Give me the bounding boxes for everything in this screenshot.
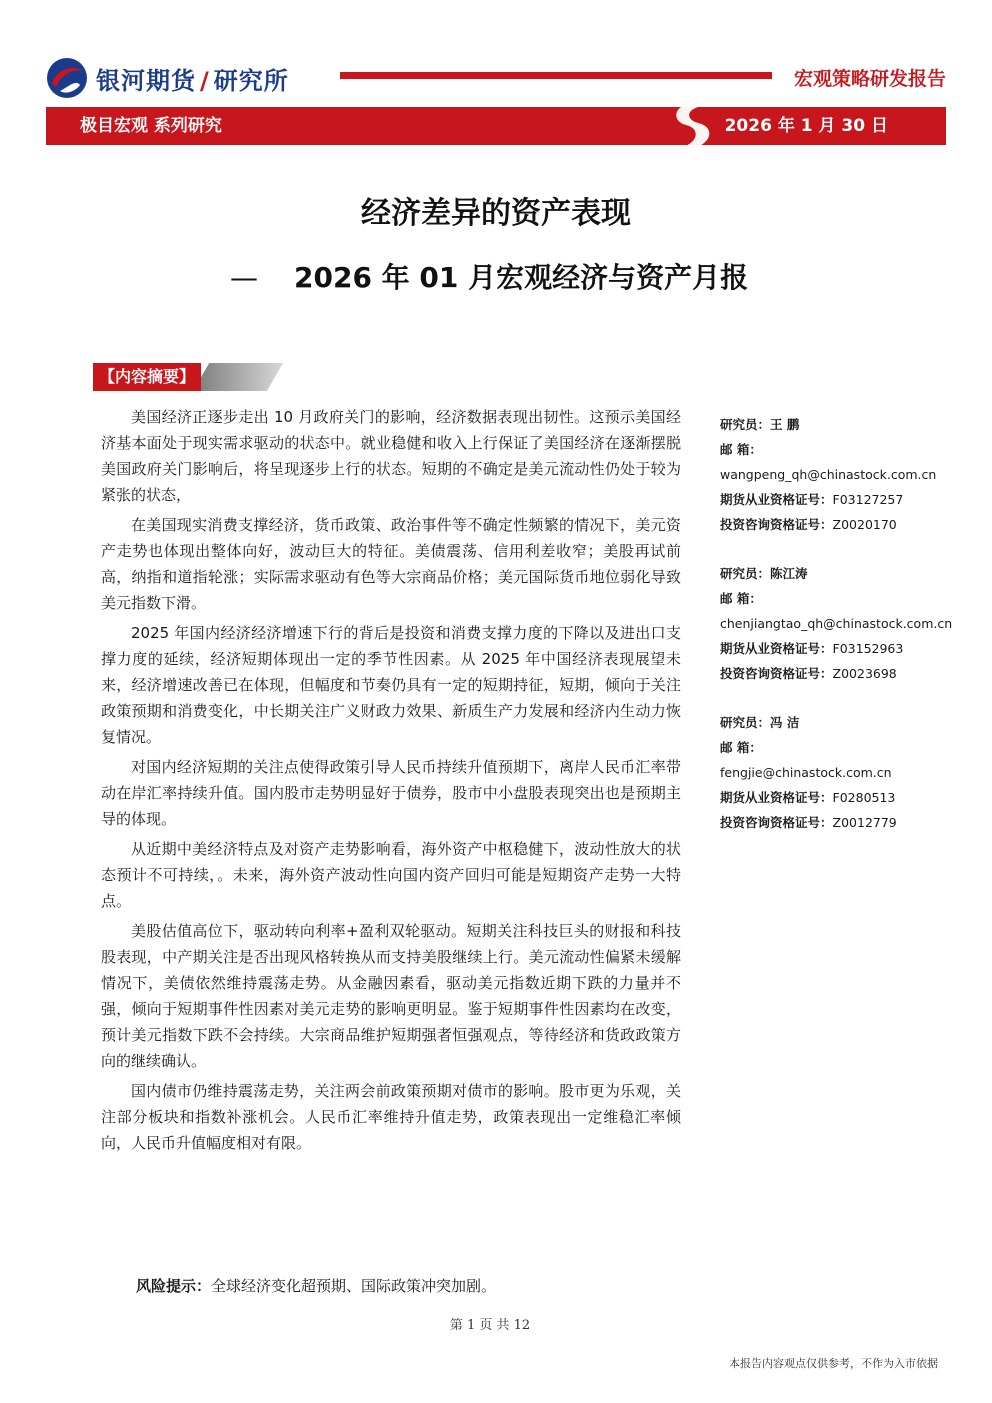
consult-license-id: Z0023698	[832, 666, 897, 681]
futures-license-id: F0280513	[832, 790, 896, 805]
abstract-tag-decoration	[193, 363, 283, 391]
header-rule	[340, 72, 772, 79]
futures-license-id: F03127257	[832, 492, 904, 507]
futures-license-label: 期货从业资格证号：	[720, 641, 833, 656]
analyst-email-label: 邮 箱：	[720, 740, 762, 755]
analyst-panel	[720, 412, 960, 859]
abstract-paragraph: 对国内经济短期的关注点使得政策引导人民币持续升值预期下，离岸人民币汇率带动在岸汇率持续升值。国内股市走势明显好于债券，股市中小盘股表现突出也是预期主导的体现。	[101, 758, 681, 828]
subtitle-text: 2026 年 01 月宏观经济与资产月报	[294, 261, 749, 294]
brand-name	[96, 61, 289, 96]
galaxy-logo-icon	[46, 57, 88, 99]
subtitle-dash: —	[230, 261, 258, 294]
consult-license-label: 投资咨询资格证号：	[720, 666, 833, 681]
header-band	[46, 107, 946, 145]
futures-license-label: 期货从业资格证号：	[720, 492, 833, 507]
analyst-card	[720, 710, 960, 835]
consult-license-label: 投资咨询资格证号：	[720, 517, 833, 532]
abstract-paragraph: 在美国现实消费支撑经济，货币政策、政治事件等不确定性频繁的情况下，美元资产走势也体现出整体向好，波动巨大的特征。美债震荡、信用利差收窄；美股再试前高，纳指和道指轮涨；实际需求驱动有色等大宗商品价格；美元国际货币地位弱化导致美元指数下滑。	[101, 516, 681, 612]
page-subtitle	[230, 256, 748, 296]
abstract-paragraph: 从近期中美经济特点及对资产走势影响看，海外资产中枢稳健下，波动性放大的状态预计不可持续，。未来，海外资产波动性向国内资产回归可能是短期资产走势一大特点。	[101, 840, 681, 910]
abstract-paragraph: 国内债市仍维持震荡走势，关注两会前政策预期对债市的影响。股市更为乐观，关注部分板块和指数补涨机会。人民币汇率维持升值走势，政策表现出一定维稳汇率倾向，人民币升值幅度相对有限。	[101, 1082, 681, 1152]
abstract-label: 【内容摘要】	[93, 363, 201, 391]
series-label: 极目宏观 系列研究	[80, 116, 222, 136]
risk-warning	[136, 1274, 496, 1298]
analyst-name: 陈江涛	[770, 566, 808, 581]
risk-label: 风险提示：	[136, 1277, 212, 1295]
institute-text: 研究所	[213, 66, 289, 95]
analyst-card	[720, 561, 960, 686]
analyst-name-label: 研究员：	[720, 566, 771, 581]
brand-separator: /	[200, 66, 210, 95]
risk-text: 全球经济变化超预期、国际政策冲突加剧。	[211, 1277, 497, 1295]
page-title: 经济差异的资产表现	[361, 196, 631, 231]
report-date: 2026 年 1 月 30 日	[724, 116, 888, 136]
abstract-paragraph: 2025 年国内经济经济增速下行的背后是投资和消费支撑力度的下降以及进出口支撑力度的延续，经济短期体现出一定的季节性因素。从 2025 年中国经济表现展望未来，经济增速改善已在体现，但幅度和节奏仍具有一定的短期持征，短期，倾向于关注政策预期和消费变化，中长期关注广义财政力效果、新质生产力发展和经济内生动力恢复情况。	[101, 624, 681, 746]
consult-license-id: Z0012779	[832, 815, 897, 830]
swoosh-icon	[656, 99, 726, 153]
report-type: 宏观策略研发报告	[793, 68, 946, 90]
consult-license-label: 投资咨询资格证号：	[720, 815, 833, 830]
futures-license-id: F03152963	[832, 641, 904, 656]
analyst-name: 冯 洁	[770, 715, 800, 730]
analyst-email-label: 邮 箱：	[720, 591, 762, 606]
brand-text: 银河期货	[96, 66, 196, 95]
consult-license-id: Z0020170	[832, 517, 897, 532]
analyst-name-label: 研究员：	[720, 417, 771, 432]
abstract-body	[101, 404, 681, 1160]
analyst-email-label: 邮 箱：	[720, 442, 762, 457]
disclaimer: 本报告内容观点仅供参考，不作为入市依据	[729, 1357, 938, 1370]
abstract-paragraph: 美股估值高位下，驱动转向利率+盈利双轮驱动。短期关注科技巨头的财报和科技股表现，中产期关注是否出现风格转换从而支持美股继续上行。美元流动性偏紧未缓解情况下，美债依然维持震荡走势。从金融因素看，驱动美元指数近期下跌的力量并不强，倾向于短期事件性因素对美元走势的影响更明显。鉴于短期事件性因素均在改变，预计美元指数下跌不会持续。大宗商品维护短期强者恒强观点，等待经济和货政政策方向的继续确认。	[101, 922, 681, 1070]
analyst-email[interactable]: chenjiangtao_qh@chinastock.com.cn	[720, 616, 953, 631]
page-number: 第 1 页 共 12	[449, 1318, 531, 1333]
analyst-card	[720, 412, 960, 537]
analyst-email[interactable]: wangpeng_qh@chinastock.com.cn	[720, 467, 937, 482]
analyst-name: 王 鹏	[770, 417, 800, 432]
brand-logo	[46, 56, 289, 100]
analyst-name-label: 研究员：	[720, 715, 771, 730]
abstract-paragraph: 美国经济正逐步走出 10 月政府关门的影响，经济数据表现出韧性。这预示美国经济基本面处于现实需求驱动的状态中。就业稳健和收入上行保证了美国经济在逐渐摆脱美国政府关门影响后，将呈现逐步上行的状态。短期的不确定是美元流动性仍处于较为紧张的状态，	[101, 408, 681, 504]
analyst-email[interactable]: fengjie@chinastock.com.cn	[720, 765, 892, 780]
abstract-tag	[93, 363, 283, 391]
futures-license-label: 期货从业资格证号：	[720, 790, 833, 805]
